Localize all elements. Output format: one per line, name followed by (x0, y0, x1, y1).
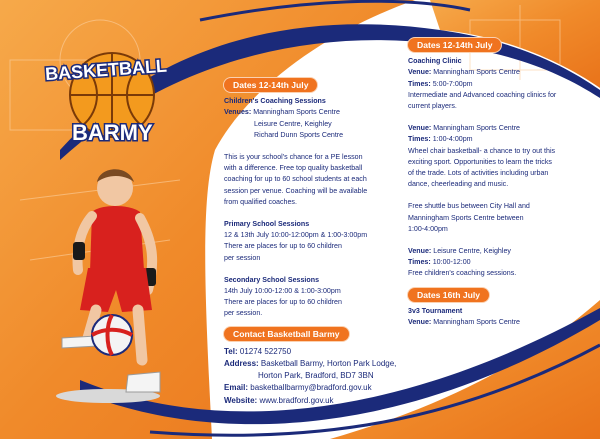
desc-line: Free children's coaching sessions. (408, 269, 517, 278)
right-column (408, 38, 593, 328)
venue-label: Venue: (408, 124, 432, 133)
times-label: Times: (408, 135, 431, 144)
intro-line: from qualified coaches. (224, 197, 297, 206)
email-link[interactable]: basketballbarmy@bradford.gov.uk (250, 383, 372, 393)
contact-heading: Contact Basketball Barmy (224, 327, 349, 341)
dates-heading-clinic: Dates 12-14th July (408, 38, 501, 52)
secondary-sessions-title: Secondary School Sessions (224, 275, 320, 284)
desc-line: exciting sport. Opportunities to learn the tricks (408, 157, 552, 166)
middle-column (224, 78, 399, 407)
clinic-title: Coaching Clinic (408, 57, 462, 66)
website-link[interactable]: www.bradford.gov.uk (259, 395, 334, 405)
shuttle-line: Manningham Sports Centre between (408, 213, 524, 222)
basketball-barmy-logo (40, 40, 170, 160)
primary-line: per session (224, 253, 261, 262)
tel-value: 01274 522750 (239, 346, 292, 356)
times-value: 1:00-4:00pm (432, 135, 473, 144)
primary-sessions-title: Primary School Sessions (224, 220, 310, 229)
venue-label: Venue: (408, 247, 432, 256)
times-label: Times: (408, 258, 431, 267)
primary-line: 12 & 13th July 10:00-12:00pm & 1:00-3:00pm (224, 231, 368, 240)
venue-line: Manningham Sports Centre (253, 108, 340, 117)
venue-line: Leisure Centre, Keighley (254, 119, 332, 128)
childrens-sessions-title: Children's Coaching Sessions (224, 97, 326, 106)
secondary-line: 14th July 10:00-12:00 & 1:00-3:00pm (224, 287, 341, 296)
intro-line: with a difference. Free top quality basketball (224, 164, 363, 173)
venue-label: Venue: (408, 68, 432, 77)
venue-line: Richard Dunn Sports Centre (254, 130, 344, 139)
dates-heading-childrens: Dates 12-14th July (224, 78, 317, 92)
shuttle-line: Free shuttle bus between City Hall and (408, 202, 530, 211)
desc-line: Wheel chair basketball- a chance to try out this (408, 146, 556, 155)
venue-value: Leisure Centre, Keighley (433, 247, 511, 256)
tel-label: Tel: (224, 346, 238, 356)
venue-value: Manningham Sports Centre (433, 68, 520, 77)
desc-line: dance, cheerleading and music. (408, 180, 509, 189)
website-label: Website: (224, 395, 258, 405)
logo-word-basketball: BASKETBALL (44, 55, 168, 85)
email-label: Email: (224, 383, 249, 393)
times-value: 10:00-12:00 (432, 258, 471, 267)
intro-line: coaching for up to 60 school students at each (224, 175, 367, 184)
desc-line: current players. (408, 102, 457, 111)
times-value: 5:00-7:00pm (432, 79, 473, 88)
venues-label: Venues: (224, 108, 252, 117)
desc-line: of the trade. Lots of activities including urban (408, 169, 549, 178)
intro-line: session per venue. Coaching will be available (224, 186, 368, 195)
player-illustration (40, 160, 170, 405)
venue-value: Manningham Sports Centre (433, 124, 520, 133)
dates-heading-tournament: Dates 16th July (408, 288, 489, 302)
tournament-title: 3v3 Tournament (408, 306, 463, 315)
venue-label: Venue: (408, 318, 432, 327)
primary-line: There are places for up to 60 children (224, 242, 342, 251)
desc-line: Intermediate and Advanced coaching clinics for (408, 90, 557, 99)
address-line: Basketball Barmy, Horton Park Lodge, (260, 359, 397, 369)
intro-line: This is your school's chance for a PE lesson (224, 153, 363, 162)
address-label: Address: (224, 359, 259, 369)
secondary-line: There are places for up to 60 children (224, 298, 342, 307)
secondary-line: per session. (224, 309, 263, 318)
times-label: Times: (408, 79, 431, 88)
logo-word-barmy: BARMY (72, 120, 153, 145)
venue-value: Manningham Sports Centre (433, 318, 520, 327)
address-line: Horton Park, Bradford, BD7 3BN (258, 371, 374, 381)
shuttle-line: 1:00-4:00pm (408, 224, 448, 233)
